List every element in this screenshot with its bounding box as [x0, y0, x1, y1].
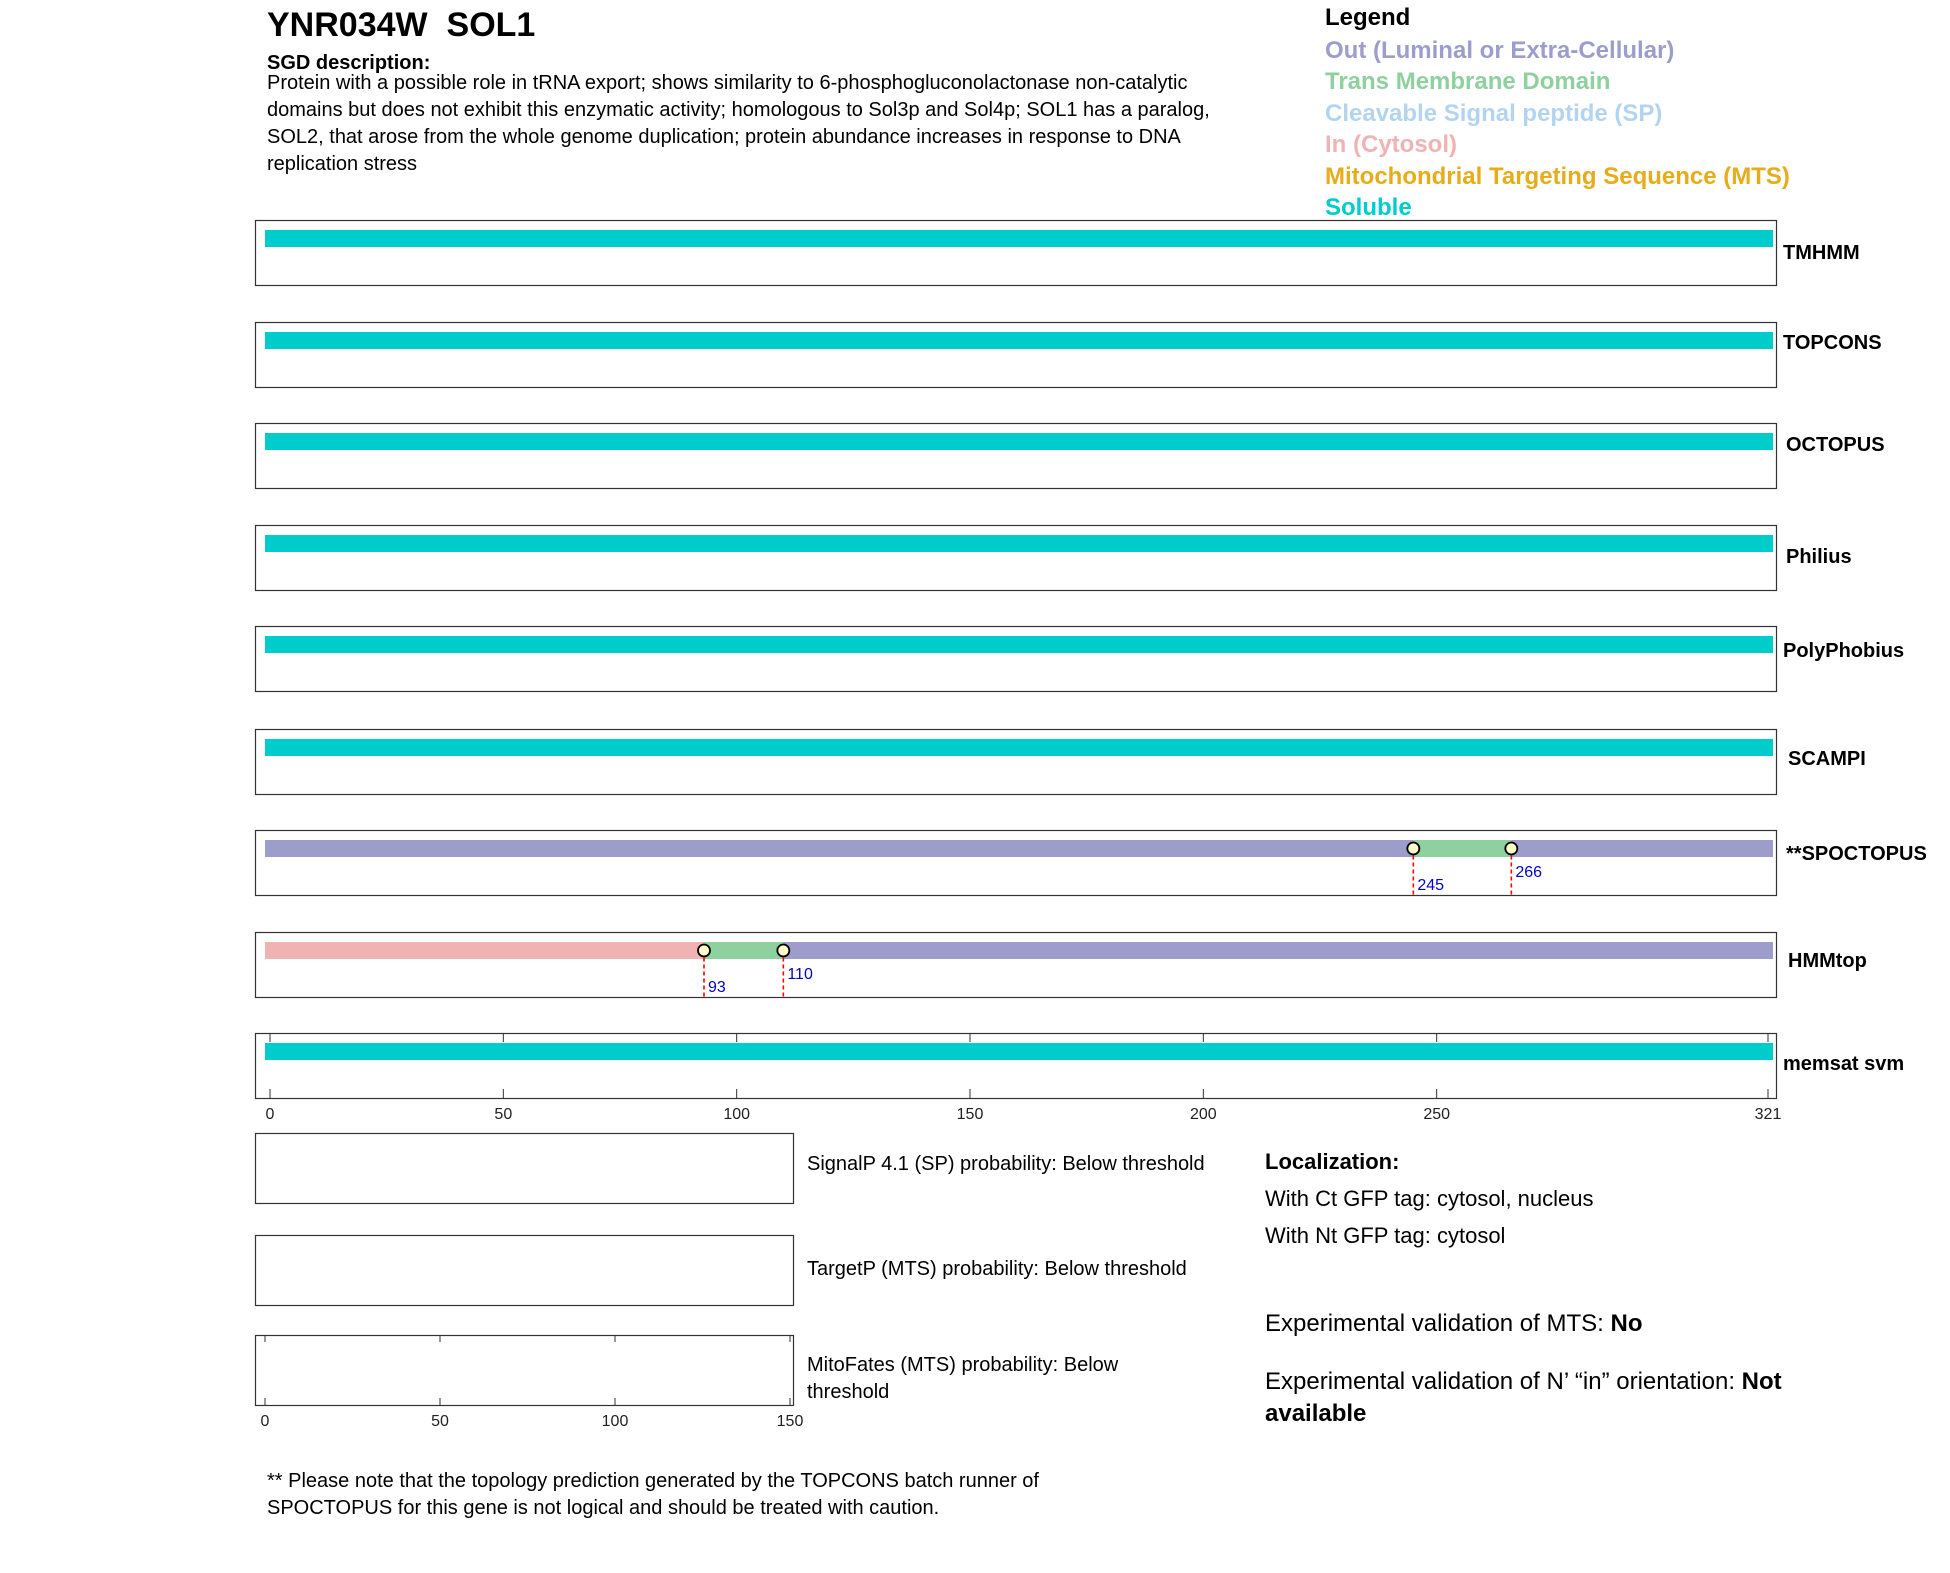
segment-hmmtop-0 — [265, 942, 704, 959]
legend-item-in: In (Cytosol) — [1325, 131, 1457, 158]
x-tick-label-321: 321 — [1754, 1106, 1782, 1123]
gene-id: YNR034W — [267, 6, 428, 44]
localization-ct: With Ct GFP tag: cytosol, nucleus — [1265, 1186, 1594, 1211]
x-tick-label-150: 150 — [956, 1106, 984, 1123]
segment-polyphobius-0 — [265, 636, 1773, 653]
sgd-description-label: SGD description: — [267, 52, 431, 74]
targetp-label: TargetP (MTS) probability: Below threshold — [807, 1258, 1187, 1280]
footnote: ** Please note that the topology prediction generated by the TOPCONS batch runner of SPOCTOPUS for this gene is not logical and should be treated with caution. — [267, 1470, 1039, 1519]
track-label-spoctopus: **SPOCTOPUS — [1786, 843, 1927, 865]
legend-item-mts: Mitochondrial Targeting Sequence (MTS) — [1325, 163, 1790, 190]
mts-validation — [1265, 1308, 1825, 1340]
legend-item-soluble: Soluble — [1325, 194, 1412, 221]
segment-spoctopus-0 — [265, 840, 1413, 857]
track-label-octopus: OCTOPUS — [1786, 434, 1885, 456]
track-label-hmmtop: HMMtop — [1788, 950, 1867, 972]
marker-label-266: 266 — [1515, 864, 1543, 881]
probability-panels — [0, 1120, 820, 1440]
legend-title: Legend — [1325, 4, 1411, 31]
signalp-label: SignalP 4.1 (SP) probability: Below threshold — [807, 1153, 1205, 1175]
segment-philius-0 — [265, 535, 1773, 552]
x-tick-label-50: 50 — [494, 1106, 513, 1123]
prob-panel-1 — [256, 1236, 794, 1306]
x-tick-label-200: 200 — [1189, 1106, 1217, 1123]
track-label-scampi: SCAMPI — [1788, 748, 1866, 770]
segment-octopus-0 — [265, 433, 1773, 450]
x-tick-label-0: 0 — [265, 1106, 275, 1123]
prob-tick-label-50: 50 — [431, 1413, 449, 1430]
prob-panel-0 — [256, 1134, 794, 1204]
prob-panel-2 — [256, 1336, 794, 1406]
orientation-validation-label: Experimental validation of N’ “in” orientation: — [1265, 1368, 1742, 1395]
segment-spoctopus-2 — [1511, 840, 1773, 857]
gene-name: SOL1 — [446, 6, 536, 44]
marker-label-245: 245 — [1417, 877, 1445, 894]
segment-scampi-0 — [265, 739, 1773, 756]
legend-item-out: Out (Luminal or Extra-Cellular) — [1325, 37, 1675, 64]
legend-item-tm: Trans Membrane Domain — [1325, 68, 1611, 95]
prob-tick-label-100: 100 — [601, 1413, 629, 1430]
mts-validation-value: No — [1610, 1310, 1643, 1337]
x-tick-label-250: 250 — [1423, 1106, 1451, 1123]
prob-tick-label-0: 0 — [260, 1413, 270, 1430]
x-tick-label-100: 100 — [723, 1106, 751, 1123]
orientation-validation — [1265, 1366, 1825, 1430]
segment-hmmtop-1 — [704, 942, 783, 959]
mitofates-label: MitoFates (MTS) probability: Below threshold — [807, 1354, 1119, 1403]
segment-memsat-svm-0 — [265, 1043, 1773, 1060]
track-label-tmhmm: TMHMM — [1783, 242, 1860, 264]
marker-label-110: 110 — [787, 966, 813, 983]
track-label-polyphobius: PolyPhobius — [1783, 640, 1905, 662]
segment-tmhmm-0 — [265, 230, 1773, 247]
marker-label-93: 93 — [708, 979, 726, 996]
localization-heading: Localization: — [1265, 1149, 1400, 1174]
marker-circle-245 — [1407, 843, 1419, 855]
segment-hmmtop-2 — [783, 942, 1773, 959]
marker-circle-266 — [1505, 843, 1517, 855]
track-label-memsat-svm: memsat svm — [1783, 1053, 1905, 1075]
orientation-validation-value: Not available — [1265, 1368, 1782, 1427]
segment-spoctopus-1 — [1413, 840, 1511, 857]
legend-item-sp: Cleavable Signal peptide (SP) — [1325, 100, 1663, 127]
segment-topcons-0 — [265, 332, 1773, 349]
prob-tick-label-150: 150 — [776, 1413, 804, 1430]
track-label-philius: Philius — [1786, 546, 1852, 568]
localization-nt: With Nt GFP tag: cytosol — [1265, 1223, 1506, 1248]
marker-circle-93 — [698, 945, 710, 957]
mts-validation-label: Experimental validation of MTS: — [1265, 1310, 1611, 1337]
marker-circle-110 — [777, 945, 789, 957]
track-label-topcons: TOPCONS — [1783, 332, 1882, 354]
sgd-description-text: Protein with a possible role in tRNA export; shows similarity to 6-phosphogluconolactonase non-catalytic domains but does not exhibit this enzymatic activity; homologous to Sol3p and Sol4p; SOL1 has a paralog, SOL2, that arose from the whole genome duplication; protein abundance increases in response to DNA replication stress — [267, 72, 1210, 175]
